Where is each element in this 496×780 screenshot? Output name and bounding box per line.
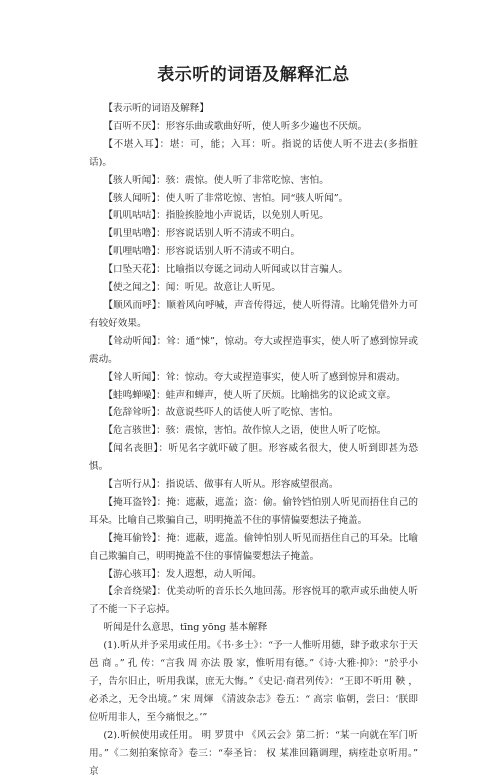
paragraph: 【骇人闻听】：使人听了非常吃惊、害怕。同“骇人听闻”。 — [103, 192, 349, 204]
paragraph: 【骇人听闻】：骇：震惊。使人听了非常吃惊、害怕。 — [103, 174, 329, 186]
paragraph: 听闻是什么意思，tīng yōng 基本解释 — [103, 622, 268, 634]
paragraph: 【闻名丧胆】：听见名字就吓破了胆。形容威名很大，使人听到即甚为恐惧。 — [89, 443, 418, 473]
paragraph: 【耸人听闻】：耸：惊动。夸大或捏造事实，使人听了感到惊异和震动。 — [103, 371, 406, 383]
paragraph: 【叽哩咕噜】：形容说话别人听不清或不明白。 — [103, 246, 301, 258]
document-body — [89, 100, 418, 780]
paragraph: 【顺风而呼】：顺着风向呼喊，声音传得远，使人听得清。比喻凭借外力可有较好效果。 — [89, 299, 418, 329]
paragraph: 【不堪入耳】：堪：可，能；入耳：听。指说的话使人听不进去(多指脏话)。 — [89, 138, 418, 168]
paragraph: 【言听行从】：指说话、做事有人听从。形容威望很高。 — [103, 479, 339, 491]
paragraph: 【危言骇世】：骇：震惊，害怕。故作惊人之语，使世人听了吃惊。 — [103, 425, 387, 437]
paragraph: 【叽叽咕咕】：指脸挨脸地小声说话，以免别人听见。 — [103, 210, 329, 222]
paragraph: (1).听从并予采用或任用。《书·多士》：“予一人惟听用德，肆予敢求尔于天邑 商 。” 孔 传：“言我 周 亦法 殷 家，惟听用有德。”《诗·大雅·抑》：“於乎小子，告尔旧止，听用我谋，庶无大悔。”《史记·商君列传》：“王即不听用 鞅 ，必杀之，无令出境。” 宋 周煇 《清波杂志》卷五：“ 高宗 临朝，尝曰：‘朕即位听用非人，至今痛恨之。’” — [89, 640, 418, 723]
paragraph: 【口坠天花】：比喻指以夸诞之词动人听闻或以甘言骗人。 — [103, 264, 349, 276]
paragraph: 【百听不厌】：形容乐曲或歌曲好听，使人听多少遍也不厌烦。 — [103, 120, 368, 132]
paragraph: 【表示听的词语及解释】 — [103, 103, 209, 114]
paragraph: 【蛙鸣蝉噪】：蛙声和蝉声，使人听了厌烦。比喻拙劣的议论或文章。 — [103, 389, 396, 401]
paragraph: 【游心骇耳】：发人遐想，动人听闻。 — [103, 568, 262, 580]
paragraph: 【掩耳盗铃】：掩：遮蔽，遮盖；盗：偷。偷铃铛怕别人听见而捂住自己的耳朵。比喻自己欺骗自己，明明掩盖不住的事情偏要想法子掩盖。 — [89, 496, 418, 526]
paragraph: 【掩耳偷铃】：掩：遮蔽，遮盖。偷钟怕别人听见而捂住自己的耳朵。比喻自己欺骗自己，明明掩盖不住的事情偏要想法子掩盖。 — [89, 532, 418, 562]
paragraph: 【耸动听闻】：耸：通“悚”，惊动。夸大或捏造事实，使人听了感到惊异或震动。 — [89, 335, 418, 365]
paragraph: 【余音绕梁】：优美动听的音乐长久地回荡。形容悦耳的歌声或乐曲使人听了不能一下子忘掉。 — [89, 586, 418, 616]
paragraph: 【危辞耸听】：故意说些吓人的话使人听了吃惊、害怕。 — [103, 407, 339, 419]
paragraph: 【使之闻之】：闻：听见。故意让人听见。 — [103, 282, 281, 294]
paragraph: (2).听候使用或任用。 明 罗贯中 《风云会》第二折：“某一向就在军门听用。”《二刻拍案惊奇》卷三：“奉圣旨： 权 某准回籍调理，病痊赴京听用。” 京 — [89, 729, 418, 777]
paragraph: 【叽里咕噜】：形容说话别人听不清或不明白。 — [103, 228, 301, 240]
page-title: 表示听的词语及解释汇总 — [157, 65, 350, 85]
